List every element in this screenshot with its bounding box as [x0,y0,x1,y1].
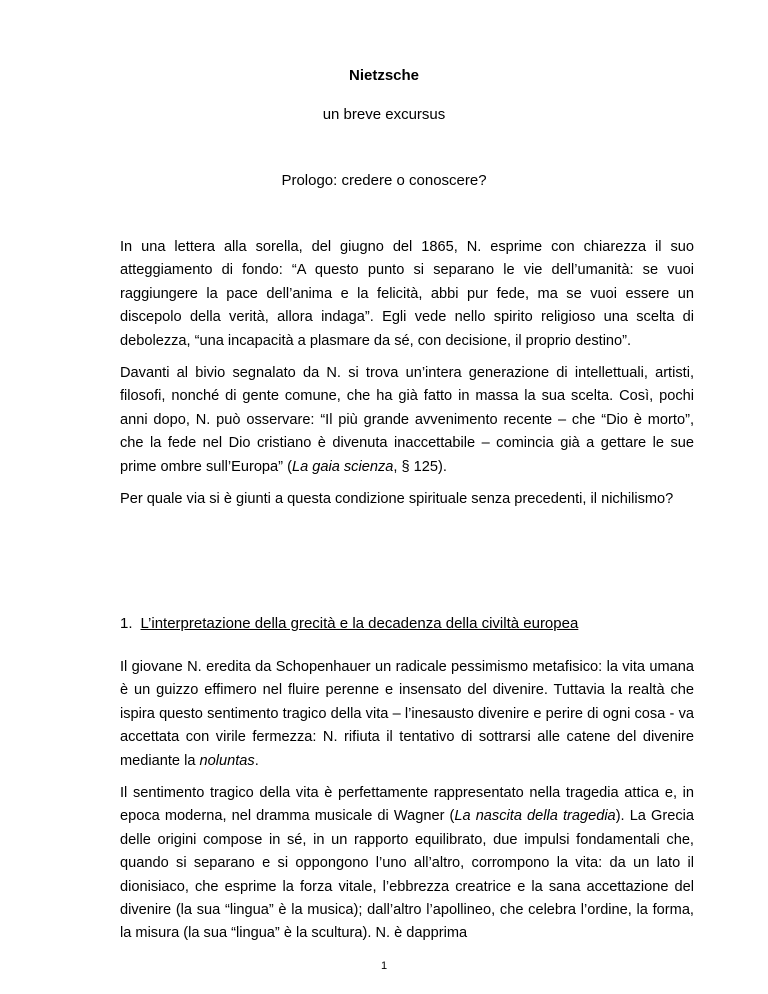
page-number: 1 [380,960,388,972]
paragraph-text: Davanti al bivio segnalato da N. si trova un’intera generazione di intellettuali, artisti, filosofi, nonché di gente comune, che ha già fatto in massa la sua scelta. Così, pochi anni dopo, N. può osservare: “Il più grande avvenimento recente – che “Dio è morto”, che la fede nel Dio cristiano è divenuta inaccettabile – comincia già a gettare le sue prime ombre sull’Europa” ( [120,365,694,475]
document-title: Nietzsche [348,67,420,84]
section-title: L’interpretazione della grecità e la decadenza della civiltà europea [140,615,579,632]
section-body [120,656,694,955]
paragraph-text: Il giovane N. eredita da Schopenhauer un radicale pessimismo metafisico: la vita umana è un guizzo effimero nel fluire perenne e insensato del divenire. Tuttavia la realtà che ispira questo sentimento tragico della vita – l’inesausto divenire e perire di ogni cosa - va accettata con virile fermezza: N. rifiuta il tentativo di sottrarsi alle catene del divenire mediante la [120,659,694,769]
prologue-heading: Prologo: credere o conoscere? [281,172,487,189]
section-number: 1. [120,615,133,632]
paragraph [120,488,694,511]
paragraph-text: . [254,752,259,769]
document-subtitle: un breve excursus [322,106,446,123]
emphasized-term: noluntas [199,752,255,769]
paragraph-text: Il sentimento tragico della vita è perfettamente rappresentato nella tragedia attica e, in epoca moderna, nel dramma musicale di Wagner ( [120,785,694,825]
prologue-body [120,236,694,520]
paragraph [120,656,694,773]
paragraph-text: ). La Grecia delle origini compose in sé, in un rapporto equilibrato, due impulsi fondamentali che, quando si separano e si oppongono l’uno all’altro, corrompono la vita: da un lato il dionisiaco, che esprime la forza vitale, l’ebbrezza creatrice e la sana accettazione del divenire (la sua “lingua” è la musica); dall’altro l’apollineo, che celebra l’ordine, la forma, la misura (la sua “lingua” è la scultura). N. è dapprima [120,808,694,942]
book-title: La nascita della tragedia [454,808,616,825]
section-heading [120,615,578,632]
paragraph [120,782,694,946]
book-title: La gaia scienza [291,458,394,475]
paragraph [120,362,694,479]
paragraph [120,236,694,353]
paragraph-text: , § 125). [393,458,447,475]
paragraph-text: Per quale via si è giunti a questa condizione spirituale senza precedenti, il nichilismo? [120,491,674,508]
paragraph-text: In una lettera alla sorella, del giugno del 1865, N. esprime con chiarezza il suo atteggiamento di fondo: “A questo punto si separano le vie dell’umanità: se vuoi raggiungere la pace dell’anima e la felicità, abbi pur fede, ma se vuoi essere un discepolo della verità, allora indaga”. Egli vede nello spirito religioso una scelta di debolezza, “una incapacità a plasmare da sé, con decisione, il proprio destino”. [120,239,694,349]
